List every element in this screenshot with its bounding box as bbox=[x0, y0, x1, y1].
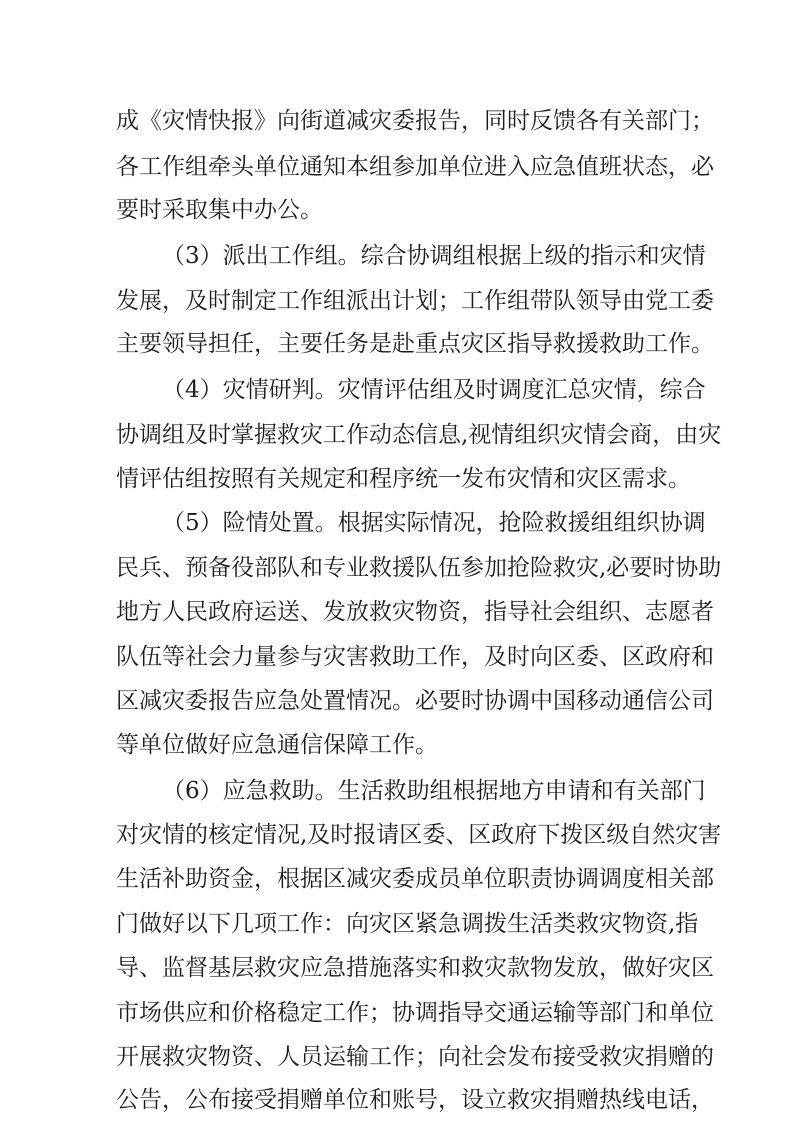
text-line: 情评估组按照有关规定和程序统一发布灾情和灾区需求。 bbox=[116, 466, 691, 492]
paragraph-heading-line: （4）灾情研判。灾情评估组及时调度汇总灾情，综合 bbox=[162, 377, 706, 403]
text-line: 成《灾情快报》向街道减灾委报告，同时反馈各有关部门； bbox=[116, 108, 714, 134]
text-line: 生活补助资金，根据区减灾委成员单位职责协调调度相关部 bbox=[116, 866, 714, 892]
text-line: 地方人民政府运送、发放救灾物资，指导社会组织、志愿者 bbox=[116, 599, 714, 625]
text-line: 对灾情的核定情况,及时报请区委、区政府下拨区级自然灾害 bbox=[116, 822, 722, 848]
text-line: 市场供应和价格稳定工作；协调指导交通运输等部门和单位 bbox=[116, 1000, 714, 1026]
text-line: 等单位做好应急通信保障工作。 bbox=[116, 732, 438, 758]
text-line: 导、监督基层救灾应急措施落实和救灾款物发放，做好灾区 bbox=[116, 955, 714, 981]
text-line: 开展救灾物资、人员运输工作；向社会发布接受救灾捐赠的 bbox=[116, 1044, 714, 1070]
paragraph-heading-line: （3）派出工作组。综合协调组根据上级的指示和灾情 bbox=[162, 243, 706, 269]
text-line: 民兵、预备役部队和专业救援队伍参加抢险救灾,必要时协助 bbox=[116, 555, 722, 581]
text-line: 协调组及时掌握救灾工作动态信息,视情组织灾情会商，由灾 bbox=[116, 422, 722, 448]
text-line: 门做好以下几项工作：向灾区紧急调拨生活类救灾物资,指 bbox=[116, 911, 699, 937]
text-line: 公告，公布接受捐赠单位和账号，设立救灾捐赠热线电话， bbox=[116, 1087, 714, 1113]
text-line: 要时采取集中办公。 bbox=[116, 197, 323, 223]
text-line: 队伍等社会力量参与灾害救助工作，及时向区委、区政府和 bbox=[116, 644, 714, 670]
paragraph-heading-line: （5）险情处置。根据实际情况，抢险救援组组织协调 bbox=[162, 510, 706, 536]
paragraph-heading-line: （6）应急救助。生活救助组根据地方申请和有关部门 bbox=[162, 778, 706, 804]
text-line: 发展，及时制定工作组派出计划；工作组带队领导由党工委 bbox=[116, 288, 714, 314]
text-line: 区减灾委报告应急处置情况。必要时协调中国移动通信公司 bbox=[116, 688, 714, 714]
text-line: 各工作组牵头单位通知本组参加单位进入应急值班状态，必 bbox=[116, 154, 714, 180]
text-line: 主要领导担任，主要任务是赴重点灾区指导救援救助工作。 bbox=[116, 331, 714, 357]
